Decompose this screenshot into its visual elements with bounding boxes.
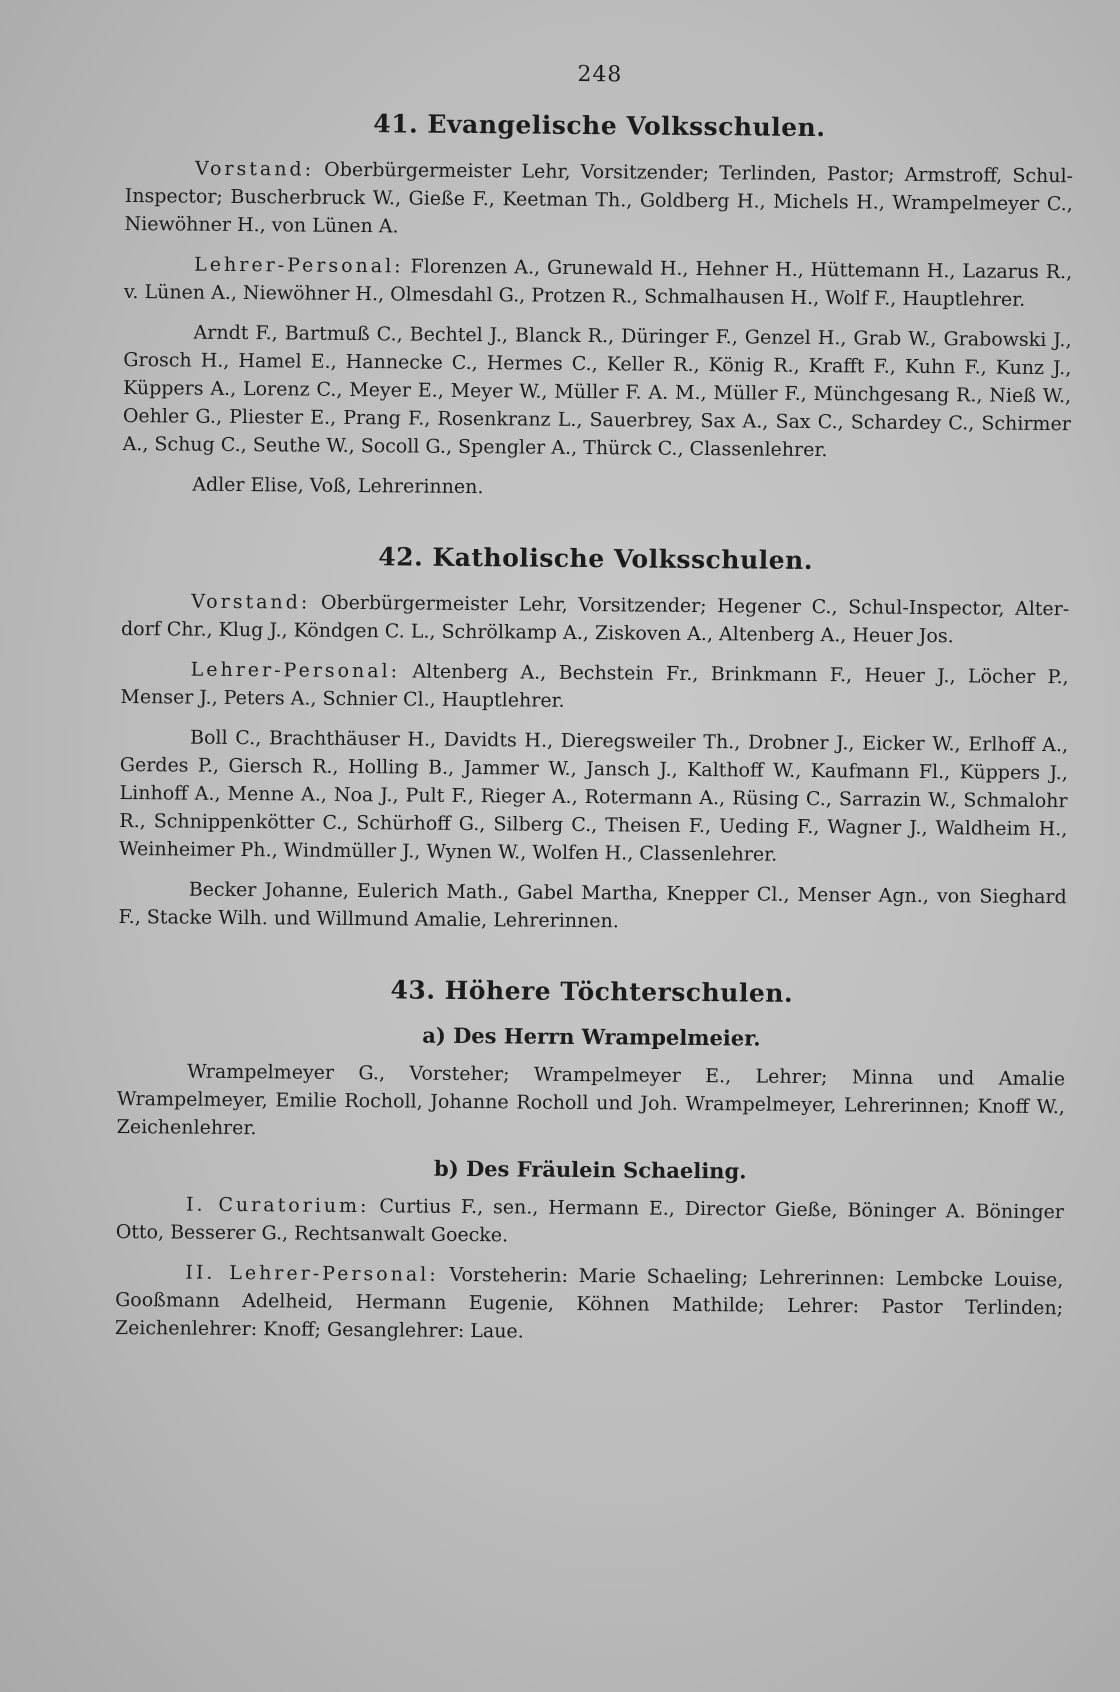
vorstand-text: Oberbürgermeister Lehr, Vorsitzender; Terlinden, Pastor; Armstroff, Schul-Inspector; Buscherbruck W., Gieße F., Keetman Th., Goldberg H., Michels H., Wrampelmeyer C., Niewöhner H., von Lünen A.: [124, 158, 1074, 238]
section-43b-heading: b) Des Fräulein Schaeling.: [433, 1155, 747, 1184]
section-43b-curatorium: [116, 1190, 1064, 1254]
vorstand-text: Oberbürgermeister Lehr, Vorsitzender; Hegener C., Schul-Inspector, Alter-dorf Chr., Klug J., Köndgen C. L., Schrölkamp A., Ziskoven A., Altenberg A., Heuer Jos.: [120, 591, 1070, 648]
section-41-vorstand: [124, 154, 1073, 246]
section-42-lehrer-personal: [120, 655, 1068, 719]
section-42-vorstand: [121, 587, 1069, 651]
lehrer-personal-text: Altenberg A., Bechstein Fr., Brinkmann F., Heuer J., Löcher P., Menser J., Peters A., Schnier Cl., Hauptlehrer.: [120, 660, 1069, 712]
page-number: 248: [577, 61, 623, 88]
section-42-classenlehrer: Boll C., Brachthäuser H., Davidts H., Dieregsweiler Th., Drobner J., Eicker W., Erlhoff A., Gerdes P., Giersch R., Holling B., Jammer W., Jansch J., Kalthoff W., Kaufmann Fl., Küppers J., Linhoff A., Menne A., Noa J., Pult F., Rieger A., Rotermann A., Rüsing C., Sarrazin W., Schmalohr R., Schnippenkötter C., Schürhoff G., Silberg C., Theisen F., Ueding F., Wagner J., Waldheim H., Weinheimer Ph., Windmüller J., Wynen W., Wolfen H., Classenlehrer.: [119, 726, 1069, 866]
section-41-heading: 41. Evangelische Volksschulen.: [373, 109, 826, 143]
vorstand-label: Vorstand:: [191, 590, 311, 614]
section-42-heading: 42. Katholische Volksschulen.: [378, 542, 814, 576]
section-41-classenlehrer: Arndt F., Bartmuß C., Bechtel J., Blanck R., Düringer F., Genzel H., Grab W., Grabowski J., Grosch H., Hamel E., Hannecke C., Hermes C., Keller R., König R., Krafft F., Kuhn F., Kunz J., Küppers A., Lorenz C., Meyer E., Meyer W., Müller F. A. M., Müller F., Münchgesang R., Nieß W., Oehler G., Pliester E., Prang F., Rosenkranz L., Sauerbrey, Sax A., Sax C., Schardey C., Schirmer A., Schug C., Seuthe W., Socoll G., Spengler A., Thürck C., Classenlehrer.: [122, 321, 1072, 462]
vorstand-label: Vorstand:: [194, 157, 315, 181]
section-43a-heading: a) Des Herrn Wrampelmeier.: [422, 1022, 761, 1051]
section-42-lehrerinnen: Becker Johanne, Eulerich Math., Gabel Martha, Knepper Cl., Menser Agn., von Sieghard F., Stacke Wilh. und Willmund Amalie, Lehrerinnen.: [118, 878, 1067, 933]
page-content: [115, 58, 1074, 1362]
lehrer-personal-text: Florenzen A., Grunewald H., Hehner H., Hüttemann H., Lazarus R., v. Lünen A., Niewöhner H., Olmesdahl G., Protzen R., Schmalhausen H., Wolf F., Hauptlehrer.: [123, 255, 1073, 311]
lehrer-personal-label: Lehrer-Personal:: [194, 253, 404, 278]
section-43-heading: 43. Höhere Töchterschulen.: [390, 975, 794, 1008]
section-43b-lehrer-personal: [115, 1258, 1064, 1350]
section-43a-text: Wrampelmeyer G., Vorsteher; Wrampelmeyer E., Lehrer; Minna und Amalie Wrampelmeyer, Emilie Rocholl, Johanne Rocholl und Joh. Wrampelmeyer, Lehrerinnen; Knoff W., Zeichenlehrer.: [116, 1060, 1066, 1140]
lehrer-personal-text: Vorsteherin: Marie Schaeling; Lehrerinnen: Lembcke Louise, Gooßmann Adelheid, Hermann Eugenie, Köhnen Mathilde; Lehrer: Pastor Terlinden; Zeichenlehrer: Knoff; Gesanglehrer: Laue.: [114, 1263, 1064, 1343]
curatorium-label: I. Curatorium:: [185, 1193, 370, 1218]
section-41-lehrerinnen: Adler Elise, Voß, Lehrerinnen.: [192, 473, 484, 499]
lehrer-personal-label: Lehrer-Personal:: [190, 658, 401, 683]
section-41-lehrer-personal: [124, 250, 1072, 314]
curatorium-text: Curtius F., sen., Hermann E., Director Gieße, Böninger A. Böninger Otto, Besserer G., Rechtsanwalt Goecke.: [115, 1195, 1065, 1247]
lehrer-personal-label: II. Lehrer-Personal:: [185, 1261, 439, 1286]
